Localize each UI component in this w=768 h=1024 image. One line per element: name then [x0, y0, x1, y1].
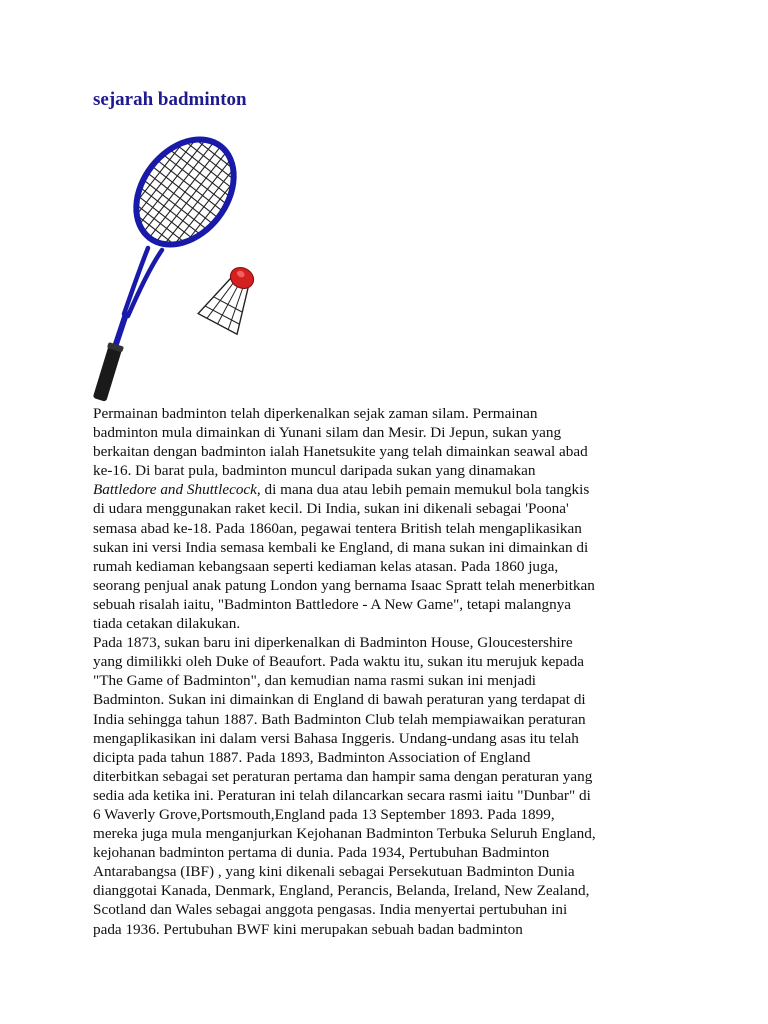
text-line: badminton mula dimainkan di Yunani silam dan Mesir. Di Jepun, sukan yang	[93, 424, 562, 442]
text-line: yang dimilikki oleh Duke of Beaufort. Pada waktu itu, sukan itu merujuk kepada	[93, 653, 584, 671]
italic-phrase: Battledore and Shuttlecock,	[93, 481, 261, 499]
shuttlecock-icon	[198, 259, 260, 334]
text-line: Permainan badminton telah diperkenalkan sejak zaman silam. Permainan	[93, 405, 538, 422]
text-line: sebuah risalah iaitu, "Badminton Battledore - A New Game", tetapi malangnya	[93, 595, 572, 613]
text-line: berkaitan dengan badminton ialah Hanetsukite yang telah dimainkan seawal abad	[93, 443, 588, 461]
text-line: mereka juga mula menganjurkan Kejohanan Badminton Terbuka Seluruh England,	[93, 825, 596, 843]
text-line: di udara menggunakan raket kecil. Di India, sukan ini dikenali sebagai 'Poona'	[93, 500, 569, 518]
text-line: seorang penjual anak patung London yang bernama Isaac Spratt telah menerbitkan	[93, 576, 595, 594]
text-line: "The Game of Badminton", dan kemudian nama rasmi sukan ini menjadi	[93, 672, 537, 690]
page-title: sejarah badminton	[93, 89, 247, 110]
text-line: ke-16. Di barat pula, badminton muncul daripada sukan yang dinamakan	[93, 462, 536, 480]
text-line: kejohanan badminton pertama di dunia. Pada 1934, Pertubuhan Badminton	[93, 844, 550, 862]
text-line: dicipta pada tahun 1887. Pada 1893, Badminton Association of England	[93, 748, 531, 766]
text-line-rest: di mana dua atau lebih pemain memukul bola tangkis	[260, 481, 590, 499]
text-line: Pada 1873, sukan baru ini diperkenalkan di Badminton House, Gloucestershire	[93, 634, 573, 652]
text-line: tiada cetakan dilakukan.	[93, 615, 241, 633]
text-line: Badminton. Sukan ini dimainkan di England di bawah peraturan yang terdapat di	[93, 691, 586, 709]
text-line: dianggotai Kanada, Denmark, England, Perancis, Belanda, Ireland, New Zealand,	[93, 882, 590, 900]
text-line: Antarabangsa (IBF) , yang kini dikenali sebagai Persekutuan Badminton Dunia	[93, 863, 575, 881]
text-line: semasa abad ke-18. Pada 1860an, pegawai tentera British telah mengaplikasikan	[93, 519, 582, 537]
text-line: 6 Waverly Grove,Portsmouth,England pada 13 September 1893. Pada 1899,	[93, 805, 555, 823]
badminton-illustration	[90, 128, 260, 410]
text-line: pada 1936. Pertubuhan BWF kini merupakan sebuah badan badminton	[93, 920, 523, 938]
text-line: sedia ada ketika ini. Peraturan ini telah dilancarkan secara rasmi iaitu "Dunbar" di	[93, 786, 591, 804]
text-line: India sehingga tahun 1887. Bath Badminton Club telah mempiawaikan peraturan	[93, 710, 586, 728]
racket-grip-icon	[92, 342, 124, 402]
text-line: mengaplikasikan ini dalam versi Bahasa Inggeris. Undang-undang asas itu telah	[93, 729, 579, 747]
badminton-racket-icon	[92, 128, 260, 402]
text-line	[93, 480, 683, 499]
text-line: Scotland dan Wales sebagai anggota pengasas. India menyertai pertubuhan ini	[93, 901, 568, 919]
text-line: sukan ini versi India semasa kembali ke England, di mana sukan ini dimainkan di	[93, 538, 589, 556]
text-line: rumah kediaman kebangsaan seperti kediaman kelas atasan. Pada 1860 juga,	[93, 557, 559, 575]
article-body	[93, 404, 683, 939]
text-line: diterbitkan sebagai set peraturan pertama dan hampir sama dengan peraturan yang	[93, 767, 593, 785]
